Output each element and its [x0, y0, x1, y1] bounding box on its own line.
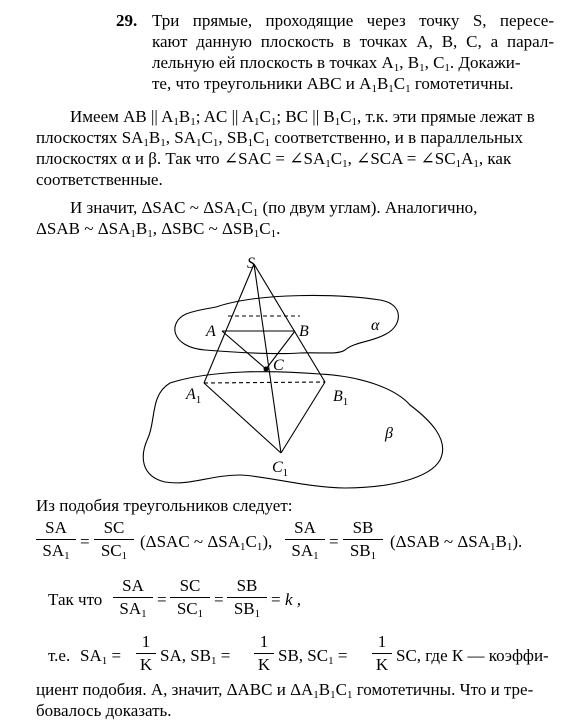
edge-A1-B1-dashed	[204, 382, 325, 383]
sa-sb1: SA, $SB_1$ =	[160, 646, 231, 667]
eq-sign: =	[214, 590, 224, 609]
eq-sign: =	[80, 532, 90, 551]
frac-SB-SB1: SB $SB_1$	[343, 518, 383, 561]
conclusion-intro: Из подобия треугольников следует:	[36, 496, 293, 515]
similar-SAB: (ΔSAB ~ $\Delta SA_1B_1$).	[390, 532, 523, 553]
solution-line-6: ΔSAB ~ $\Delta SA_1B_1$, ΔSBC ~ $\Delta SB_1C_1$.	[36, 219, 281, 240]
label-B: B	[299, 323, 309, 340]
frac-1-K-a: 1 K	[136, 632, 156, 675]
label-beta: β	[385, 425, 393, 442]
sa1-eq: $SA_1$ =	[80, 646, 122, 667]
problem-line-2: кают данную плоскость в точках A, B, C, а парал-	[152, 32, 554, 51]
sb-sc1: SB, $SC_1$ =	[278, 646, 348, 667]
solution-line-3: плоскостях α и β. Так что ∠SAC = $\angle SA_1C_1$, ∠SCA = $\angle SC_1A_1$, как	[36, 149, 512, 170]
last-line-1: циент подобия. А, значит, ΔABC и $\Delta A_1B_1C_1$ гомотетичны. Что и тре-	[36, 680, 534, 701]
frac-1-K-c: 1 K	[372, 632, 392, 675]
last-line-2: бовалось доказать.	[36, 701, 172, 720]
label-S: S	[247, 255, 255, 272]
solution-line-4: соответственные.	[36, 170, 163, 189]
edge-S-B1	[254, 264, 325, 382]
solution-line-5: И значит, ΔSAC ~ $\Delta SA_1C_1$ (по двум углам). Аналогично,	[70, 198, 478, 219]
eq-sign: =	[157, 590, 167, 609]
problem-line-3: лельную ей плоскость в точках $A_1$, $B_1$, $C_1$. Докажи-	[152, 53, 521, 74]
problem-line-1: Три прямые, проходящие через точку S, пересе-	[152, 11, 554, 30]
edge-A-C	[222, 331, 266, 369]
eq-sign: =	[329, 532, 339, 551]
label-A: A	[206, 323, 216, 340]
frac-k-1: SA $SA_1$	[113, 576, 153, 619]
k-symbol: k ,	[285, 590, 302, 609]
label-C: C	[273, 357, 284, 374]
label-A1: $A_1$	[186, 386, 202, 406]
solution-line-2: плоскостях $SA_1B_1$, $SA_1C_1$, $SB_1C_1$ соответственно, и в параллельных	[36, 128, 523, 149]
label-alpha: α	[371, 317, 380, 334]
problem-number: 29.	[116, 11, 138, 30]
so-that: Так что	[48, 590, 103, 609]
edge-A1-C1	[204, 383, 281, 453]
frac-1-K-b: 1 K	[254, 632, 274, 675]
eq-sign: =	[271, 590, 281, 609]
problem-line-4: те, что треугольники ABC и $A_1B_1C_1$ гомотетичны.	[152, 74, 514, 95]
frac-k-3: SB $SB_1$	[227, 576, 267, 619]
label-B1: $B_1$	[333, 388, 349, 408]
label-C1: $C_1$	[272, 459, 289, 479]
frac-SA-SA1-b: SA $SA_1$	[285, 518, 325, 561]
solution-line-1: Имеем AB || $A_1B_1$; AC || $A_1C_1$; BC || $B_1C_1$, т.к. эти прямые лежат в	[70, 107, 535, 128]
frac-SC-SC1: SC $SC_1$	[94, 518, 134, 561]
frac-k-2: SC $SC_1$	[170, 576, 210, 619]
frac-SA-SA1: SA $SA_1$	[36, 518, 76, 561]
point-C	[264, 367, 269, 372]
edge-B1-C1	[281, 382, 325, 453]
similar-SAC: (ΔSAC ~ $\Delta SA_1C_1$),	[140, 532, 273, 553]
ie-label: т.е.	[48, 646, 71, 665]
sc-where: SC, где К — коэффи-	[396, 646, 549, 665]
